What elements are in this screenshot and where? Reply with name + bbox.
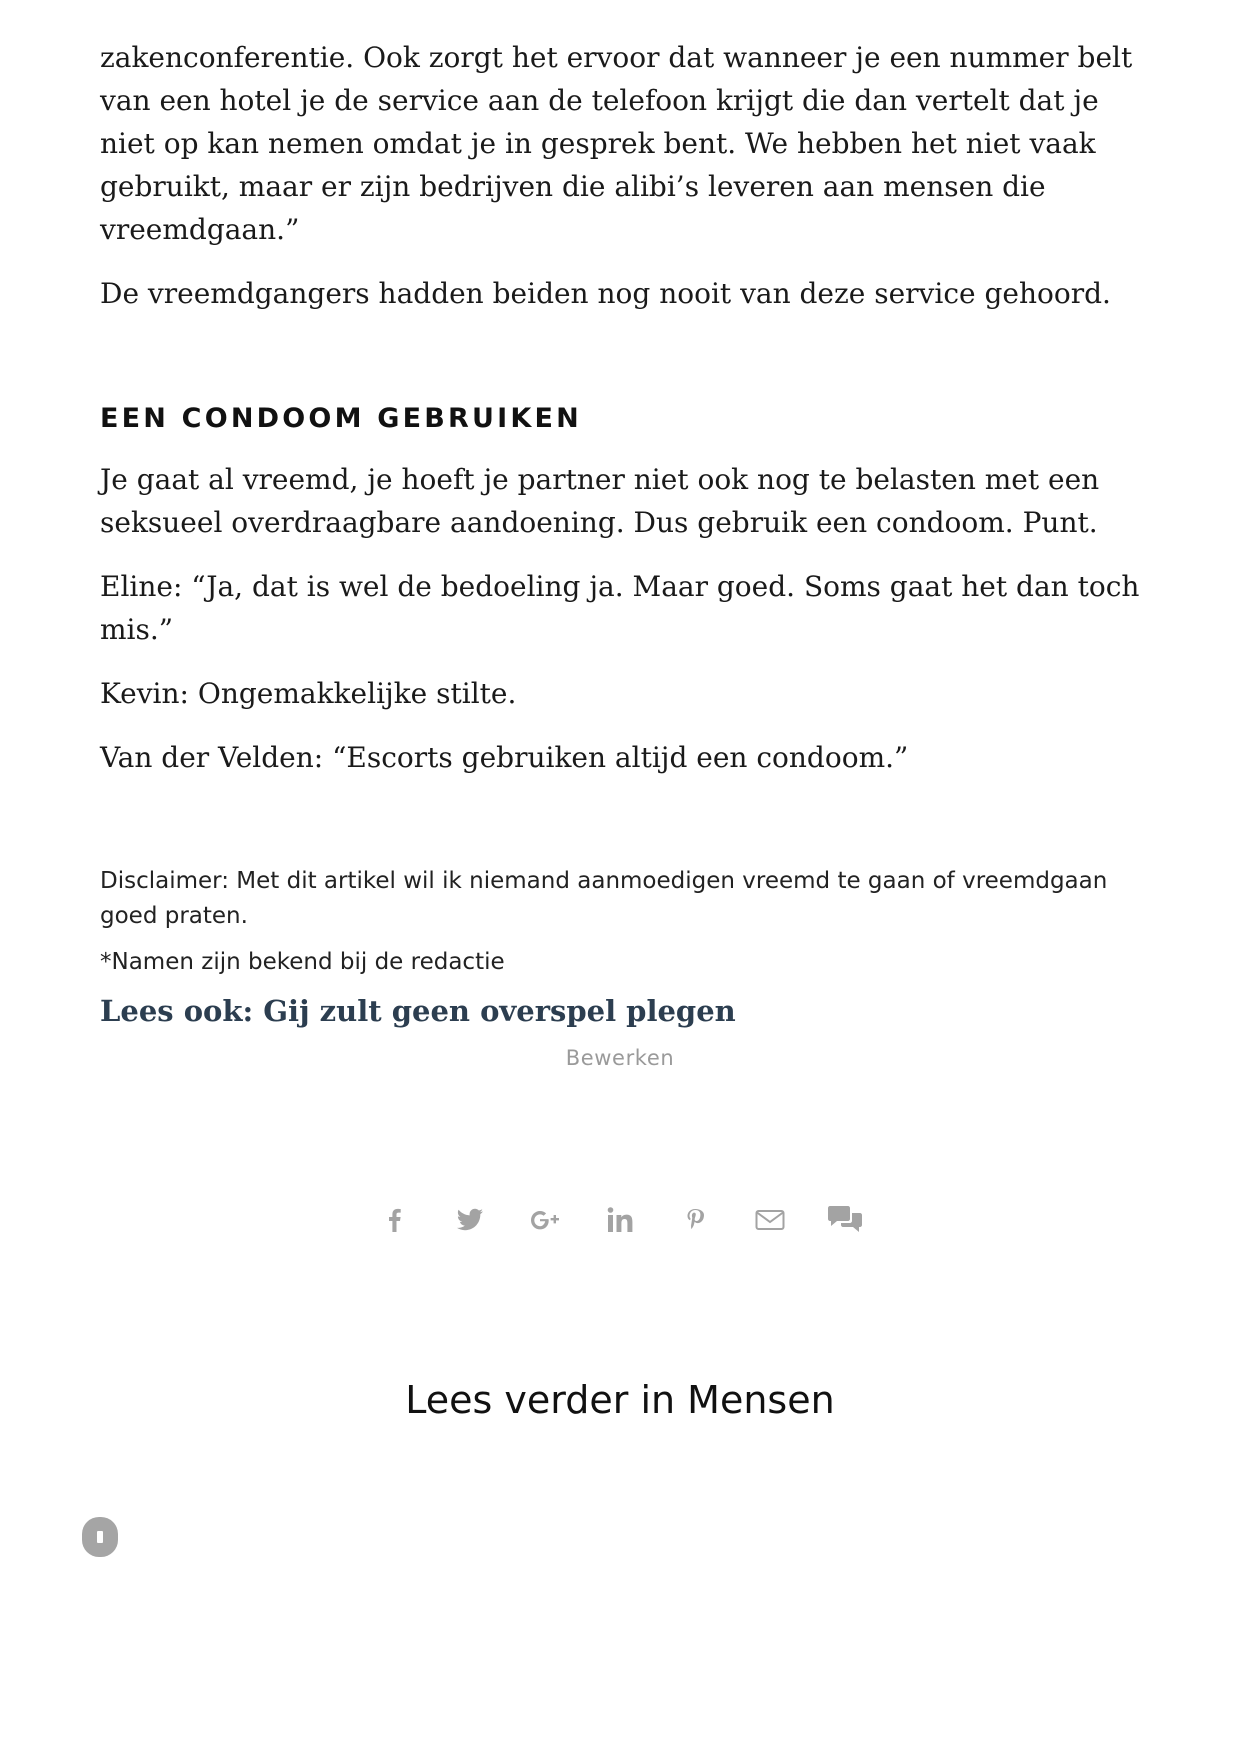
pinterest-icon bbox=[685, 1208, 705, 1232]
article-paragraph: Eline: “Ja, dat is wel de bedoeling ja. Maar goed. Soms gaat het dan toch mis.” bbox=[100, 570, 1140, 646]
linkedin-icon bbox=[606, 1206, 634, 1234]
share-bar bbox=[0, 1196, 1240, 1244]
article-paragraph: Je gaat al vreemd, je hoeft je partner niet ook nog te belasten met een seksueel overdraagbare aandoening. Dus gebruik een condoom. Punt. bbox=[100, 463, 1100, 539]
share-twitter-button[interactable] bbox=[446, 1196, 494, 1244]
names-note: *Namen zijn bekend bij de redactie bbox=[100, 949, 505, 975]
share-facebook-button[interactable] bbox=[371, 1196, 419, 1244]
disclaimer-text: Disclaimer: Met dit artikel wil ik niemand aanmoedigen vreemd te gaan of vreemdgaan goed praten. bbox=[100, 868, 1108, 929]
edit-link[interactable]: Bewerken bbox=[565, 1046, 675, 1070]
floating-widget-button[interactable] bbox=[82, 1517, 118, 1557]
article-paragraph: Van der Velden: “Escorts gebruiken altijd een condoom.” bbox=[100, 741, 909, 774]
twitter-icon bbox=[456, 1208, 484, 1232]
article-paragraph: De vreemdgangers hadden beiden nog nooit van deze service gehoord. bbox=[100, 277, 1111, 310]
comments-icon bbox=[826, 1205, 864, 1235]
share-linkedin-button[interactable] bbox=[596, 1196, 644, 1244]
article-body bbox=[100, 36, 1150, 1031]
facebook-icon bbox=[382, 1207, 408, 1233]
article-paragraph: zakenconferentie. Ook zorgt het ervoor dat wanneer je een nummer belt van een hotel je de service aan de telefoon krijgt die dan vertelt dat je niet op kan nemen omdat je in gesprek bent. We hebben het niet vaak gebruikt, maar er zijn bedrijven die alibi’s leveren aan mensen die vreemdgaan.” bbox=[100, 41, 1133, 246]
section-heading: EEN CONDOOM GEBRUIKEN bbox=[100, 403, 582, 434]
google-plus-icon bbox=[530, 1207, 560, 1233]
share-email-button[interactable] bbox=[746, 1196, 794, 1244]
article-paragraph: Kevin: Ongemakkelijke stilte. bbox=[100, 677, 517, 710]
widget-icon bbox=[97, 1531, 103, 1543]
email-icon bbox=[755, 1209, 785, 1231]
share-pinterest-button[interactable] bbox=[671, 1196, 719, 1244]
share-google-plus-button[interactable] bbox=[521, 1196, 569, 1244]
comments-button[interactable] bbox=[821, 1196, 869, 1244]
lees-ook-link[interactable]: Lees ook: Gij zult geen overspel plegen bbox=[100, 994, 736, 1028]
more-section-title: Lees verder in Mensen bbox=[405, 1378, 835, 1422]
